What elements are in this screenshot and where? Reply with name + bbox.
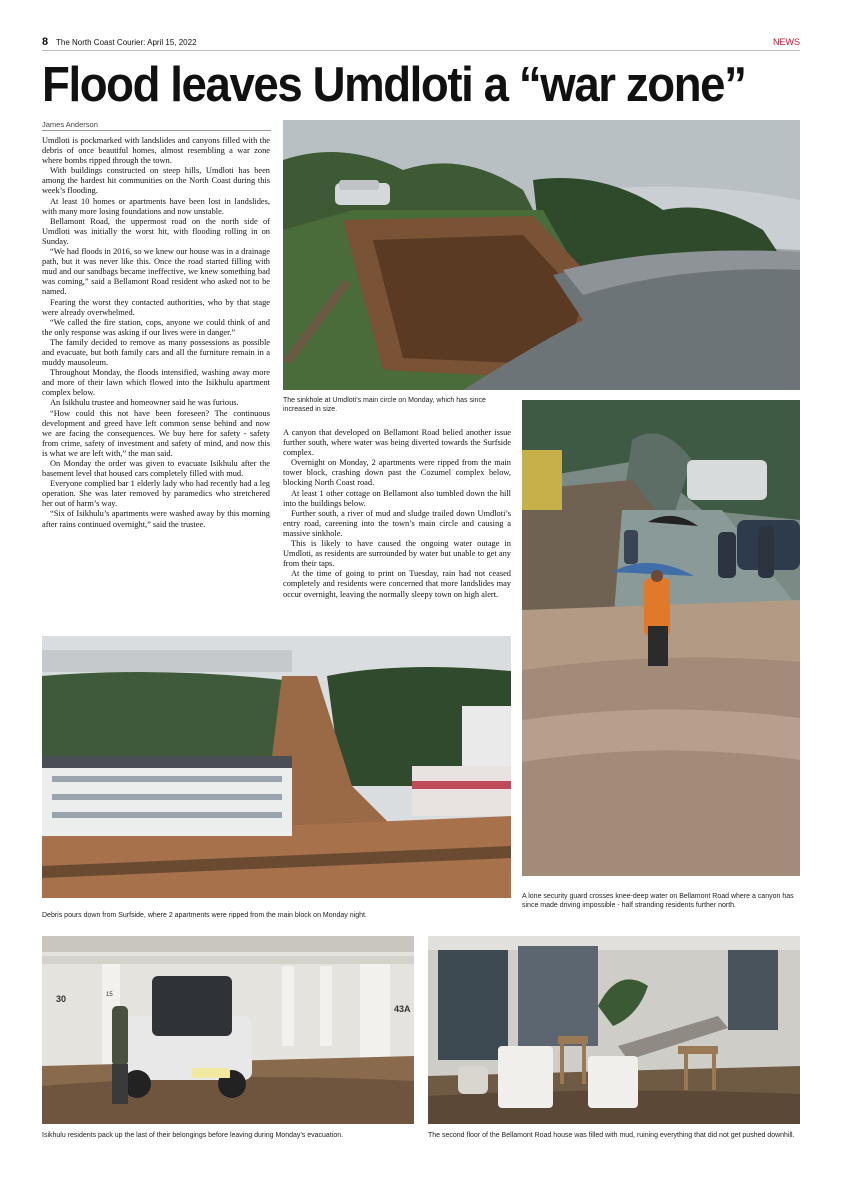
caption-surfside-debris: Debris pours down from Surfside, where 2 apartments were ripped from the main block on Monday night. [42, 912, 367, 919]
publication-date: The North Coast Courier: April 15, 2022 [56, 38, 197, 47]
paragraph: “We called the fire station, cops, anyone we could think of and the only response was asking if our lives were in danger.” [42, 317, 270, 337]
photo-sinkhole [283, 120, 800, 390]
paragraph: Bellamont Road, the uppermost road on the north side of Umdloti was initially the worst hit, with flooding rolling in on Sunday. [42, 216, 270, 246]
page-number: 8 [42, 36, 49, 48]
paragraph: This is likely to have caused the ongoing water outage in Umdloti, as residents are surrounded by water but unable to get any from their taps. [283, 539, 511, 569]
bay-number-15: 15 [106, 992, 113, 998]
paragraph: Overnight on Monday, 2 apartments were ripped from the main tower block, crashing down past the Cozumel complex below, blocking North Coast road. [283, 458, 511, 488]
paragraph: On Monday the order was given to evacuate Isikhulu after the basement level that housed cars completely filled with mud. [42, 459, 270, 479]
headline: Flood leaves Umdloti a “war zone” [42, 58, 746, 112]
article-column-1 [42, 136, 270, 530]
paragraph: At least 10 homes or apartments have been lost in landslides, with many more losing foundations and now unstable. [42, 196, 270, 216]
photo-isikhulu-evacuation [42, 936, 414, 1124]
paragraph: Umdloti is pockmarked with landslides and canyons filled with the debris of once beautiful homes, almost resembling a war zone where bombs ripped through the town. [42, 136, 270, 166]
bay-number-30: 30 [56, 994, 67, 1004]
paragraph: Fearing the worst they contacted authorities, who by that stage were already overwhelmed. [42, 297, 270, 317]
photo-security-guard [522, 400, 800, 876]
bay-number-43a: 43A [394, 1004, 411, 1014]
page-folio [42, 36, 800, 51]
paragraph: An Isikhulu trustee and homeowner said he was furious. [50, 398, 239, 408]
paragraph: At the time of going to print on Tuesday, rain had not ceased completely and residents were concerned that more landslides may occur overnight, leaving the normally sleepy town on high alert. [283, 569, 511, 599]
paragraph: “Six of Isikhulu’s apartments were washed away by this morning after rains continued overnight,” said the trustee. [42, 509, 270, 529]
caption-sinkhole: The sinkhole at Umdloti’s main circle on Monday, which has since increased in size. [283, 397, 486, 413]
paragraph: The family decided to remove as many possessions as possible and evacuate, but both family cars and all the furniture remain in a muddy mausoleum. [42, 337, 270, 368]
paragraph: A canyon that developed on Bellamont Road belied another issue further south, where water was being diverted towards the Surfside complex. [283, 428, 511, 458]
article-column-2 [283, 428, 511, 600]
paragraph: Further south, a river of mud and sludge trailed down Umdloti’s entry road, careening into the town’s main circle and causing a massive sinkhole. [283, 508, 511, 538]
paragraph: Everyone complied bar 1 elderly lady who had recently had a leg operation. She was later removed by paramedics who stretchered her out of harm’s way. [42, 479, 270, 509]
paragraph: “How could this not have been foreseen? The continuous development and greed have left common sense behind and now we are facing the consequences. We buy here for safety - safety from crime, safety of investment and safety of mind, and now this is what we are left with,” the man said. [42, 408, 270, 458]
paragraph: Throughout Monday, the floods intensified, washing away more and more of their lawn which flowed into the Isikhulu apartment complex below. [42, 368, 270, 398]
caption-security-guard: A lone security guard crosses knee-deep water on Bellamont Road where a canyon has since made driving impossible - half stranding residents further north. [522, 893, 794, 909]
byline: James Anderson [42, 120, 271, 131]
paragraph: “We had floods in 2016, so we knew our house was in a drainage path, but it was never like this. Once the road started filling with mud and our sandbags became ineffective, we knew something bad was coming,” said a Bellamont Road resident who asked not to be named. [42, 247, 270, 297]
photo-surfside-debris [42, 636, 511, 898]
paragraph: At least 1 other cottage on Bellamont also tumbled down the hill into the buildings below. [283, 488, 511, 508]
paragraph: With buildings constructed on steep hills, Umdloti has been among the hardest hit communities on the North Coast during this week’s flooding. [42, 166, 270, 196]
caption-isikhulu-evacuation: Isikhulu residents pack up the last of their belongings before leaving during Monday’s evacuation. [42, 1132, 344, 1139]
photo-mud-house [428, 936, 800, 1124]
section-label: NEWS [773, 37, 800, 47]
caption-mud-house: The second floor of the Bellamont Road house was filled with mud, ruining everything that did not get pushed downhill. [428, 1132, 795, 1139]
